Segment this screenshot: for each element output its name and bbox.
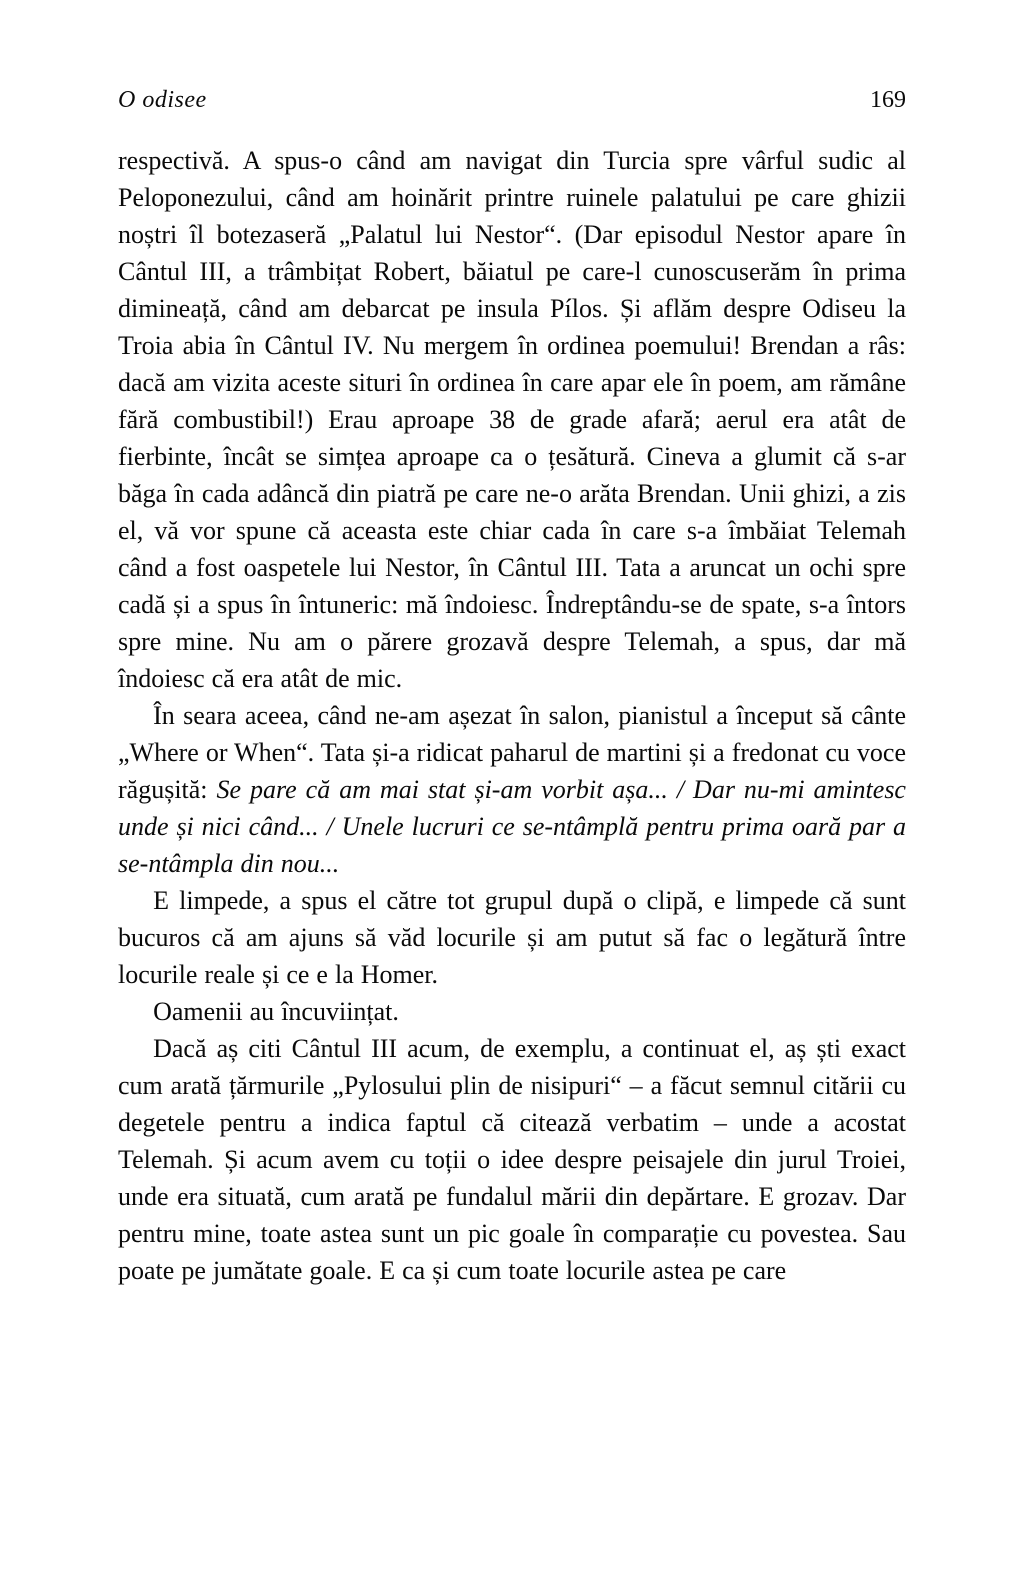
running-head xyxy=(118,86,906,115)
page-content xyxy=(118,86,906,1289)
paragraph xyxy=(118,1030,906,1289)
paragraph xyxy=(118,142,906,697)
text-segment: Oamenii au încuviințat. xyxy=(153,997,399,1026)
text-segment: E limpede, a spus el către tot grupul după o clipă, e limpede că sunt bucuros că am ajuns să văd locurile și am putut să fac o legătură între locurile reale și ce e la Homer. xyxy=(118,886,906,989)
italic-segment: Se pare că am mai stat și-am vorbit așa... / Dar nu-mi amintesc unde și nici când... / Unele lucruri ce se-ntâmplă pentru prima oară par a se-ntâmpla din nou... xyxy=(118,775,906,878)
paragraph xyxy=(118,993,906,1030)
text-block xyxy=(118,142,906,1289)
running-title: O odisee xyxy=(118,87,207,113)
page-number: 169 xyxy=(870,87,906,113)
text-segment: Dacă aș citi Cântul III acum, de exemplu, a continuat el, aș ști exact cum arată țărmurile „Pylosului plin de nisipuri“ – a făcut semnul citării cu degetele pentru a indica faptul că citează verbatim – unde a acostat Telemah. Și acum avem cu toții o idee despre peisajele din jurul Troiei, unde era situată, cum arată pe fundalul mării din depărtare. E grozav. Dar pentru mine, toate astea sunt un pic goale în comparație cu povestea. Sau poate pe jumătate goale. E ca și cum toate locurile astea pe care xyxy=(118,1034,906,1285)
text-segment: respectivă. A spus-o când am navigat din Turcia spre vârful sudic al Peloponezului, când am hoinărit printre ruinele palatului pe care ghizii noștri îl botezaseră „Palatul lui Nestor“. (Dar episodul Nestor apare în Cântul III, a trâmbițat Robert, băiatul pe care-l cunoscuserăm în prima dimineață, când am debarcat pe insula Pílos. Și aflăm despre Odiseu la Troia abia în Cântul IV. Nu mergem în ordinea poemului! Brendan a râs: dacă am vizita aceste situri în ordinea în care apar ele în poem, am rămâne fără combustibil!) Erau aproape 38 de grade afară; aerul era atât de fierbinte, încât se simțea aproape ca o țesătură. Cineva a glumit că s-ar băga în cada adâncă din piatră pe care ne-o arăta Brendan. Unii ghizi, a zis el, vă vor spune că aceasta este chiar cada în care s-a îmbăiat Telemah când a fost oaspetele lui Nestor, în Cântul III. Tata a aruncat un ochi spre cadă și a spus în întuneric: mă îndoiesc. Îndreptându-se de spate, s-a întors spre mine. Nu am o părere grozavă despre Telemah, a spus, dar mă îndoiesc că era atât de mic. xyxy=(118,146,906,693)
text-segment: În seara aceea, când ne-am așezat în salon, pianistul a început să cânte „Where or When“. Tata și-a ridicat paharul de martini și a fredonat cu voce răgușită: xyxy=(118,701,906,804)
paragraph xyxy=(118,697,906,882)
paragraph xyxy=(118,882,906,993)
